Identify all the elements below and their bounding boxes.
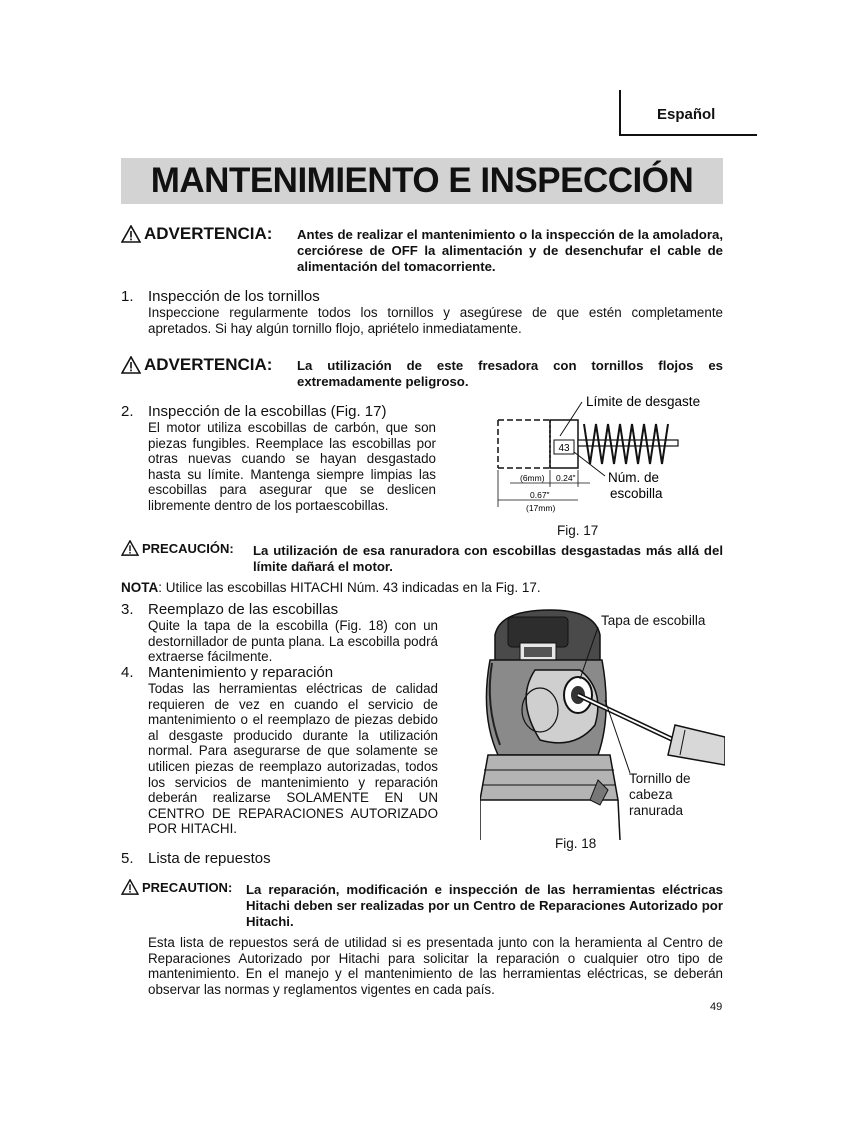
section-number: 4.	[121, 664, 134, 681]
dim-small-mm: (6mm)	[520, 473, 545, 483]
section-number: 1.	[121, 288, 134, 305]
note	[121, 580, 723, 595]
section-body: El motor utiliza escobillas de carbón, que son piezas fungibles. Reemplace las escobillas por otras nuevas cuando se hayan desgastado hasta su límite. Mantenga siempre limpias las escobillas para asegurar que se deslicen libremente dentro de los portaescobillas.	[148, 420, 436, 513]
language-tab: Español	[657, 106, 716, 123]
label-brush-no-1: Núm. de	[608, 470, 660, 485]
caution-label-text: PRECAUTION:	[142, 879, 233, 895]
parts-list-paragraph: Esta lista de repuestos será de utilidad si es presentada junto con la heramienta al Centro de Reparaciones Autorizado por Hitachi para solicitar la reparación o cualquier otro tipo de mantenimiento. En el manejo y el mantenimiento de las herramientas eléctricas, se deberán observar las normas y reglamentos vigentes en cada país.	[148, 935, 723, 997]
section-number: 5.	[121, 850, 134, 867]
section-number: 3.	[121, 601, 134, 618]
fig18-label-brush-cap: Tapa de escobilla	[601, 613, 706, 628]
section-body: Todas las herramientas eléctricas de calidad requieren de vez en cuando el servicio de mantenimiento o el reemplazo de piezas debido al desgaste producido durante la utilización normal. Para asegurarse de que solamente se utilicen piezas de reemplazo autorizadas, todos los servicios de mantenimiento y reparación deberán realizarse SOLAMENTE EN UN CENTRO DE REPARACIONES AUTORIZADO POR HITACHI.	[148, 681, 438, 837]
label-wear-limit: Límite de desgaste	[586, 394, 701, 409]
page-title: MANTENIMIENTO E INSPECCIÓN	[150, 161, 694, 200]
section-heading: Mantenimiento y reparación	[148, 664, 334, 681]
warning-label-text: ADVERTENCIA:	[144, 224, 273, 243]
section-body: Quite la tapa de la escobilla (Fig. 18) con un destornillador de punta plana. La escobilla podrá extraerse fácilmente.	[148, 618, 438, 665]
note-text: : Utilice las escobillas HITACHI Núm. 43 indicadas en la Fig. 17.	[158, 580, 541, 595]
label-line: ranurada	[629, 803, 684, 818]
caution-text-1: La utilización de esa ranuradora con escobillas desgastadas más allá del límite dañará el motor.	[253, 543, 723, 574]
fig18-caption: Fig. 18	[555, 836, 597, 851]
warning-label-1	[121, 224, 272, 244]
dim-small-in: 0.24"	[556, 473, 576, 483]
brush-number: 43	[558, 443, 570, 454]
caution-label-2	[121, 879, 232, 895]
caution-text-2: La reparación, modificación e inspección de las herramientas eléctricas Hitachi deben ser realizadas por un Centro de Reparaciones Autorizado por Hitachi.	[246, 882, 723, 929]
label-line: Tornillo de	[629, 771, 691, 786]
warning-text-2: La utilización de este fresadora con tornillos flojos es extremadamente peligroso.	[297, 358, 723, 389]
warning-triangle-icon	[121, 356, 141, 374]
section-heading: Inspección de la escobillas (Fig. 17)	[148, 403, 387, 420]
note-label: NOTA	[121, 580, 159, 595]
label-brush-no-2: escobilla	[610, 486, 663, 501]
fig17-caption: Fig. 17	[557, 523, 599, 538]
page-number: 49	[710, 1001, 723, 1013]
dim-large-mm: (17mm)	[526, 503, 556, 513]
dim-large-in: 0.67"	[530, 490, 550, 500]
warning-text-1: Antes de realizar el mantenimiento o la inspección de la amoladora, cerciórese de OFF la alimentación y de desenchufar el cable de alimentación del tomacorriente.	[297, 227, 723, 274]
brush-diagram	[490, 392, 730, 517]
fig18-label-screwdriver	[629, 771, 691, 819]
warning-label-2	[121, 355, 272, 375]
caution-label-text: PRECAUCIÓN:	[142, 540, 234, 556]
warning-triangle-icon	[121, 879, 139, 895]
warning-triangle-icon	[121, 540, 139, 556]
section-number: 2.	[121, 403, 134, 420]
section-heading: Lista de repuestos	[148, 850, 271, 867]
warning-triangle-icon	[121, 225, 141, 243]
section-heading: Inspección de los tornillos	[148, 288, 320, 305]
warning-label-text: ADVERTENCIA:	[144, 355, 273, 374]
section-heading: Reemplazo de las escobillas	[148, 601, 339, 618]
section-body: Inspeccione regularmente todos los tornillos y asegúrese de que estén completamente apretados. Si hay algún tornillo flojo, apriételo inmediatamente.	[148, 305, 723, 336]
label-line: cabeza	[629, 787, 673, 802]
caution-label-1	[121, 540, 234, 556]
